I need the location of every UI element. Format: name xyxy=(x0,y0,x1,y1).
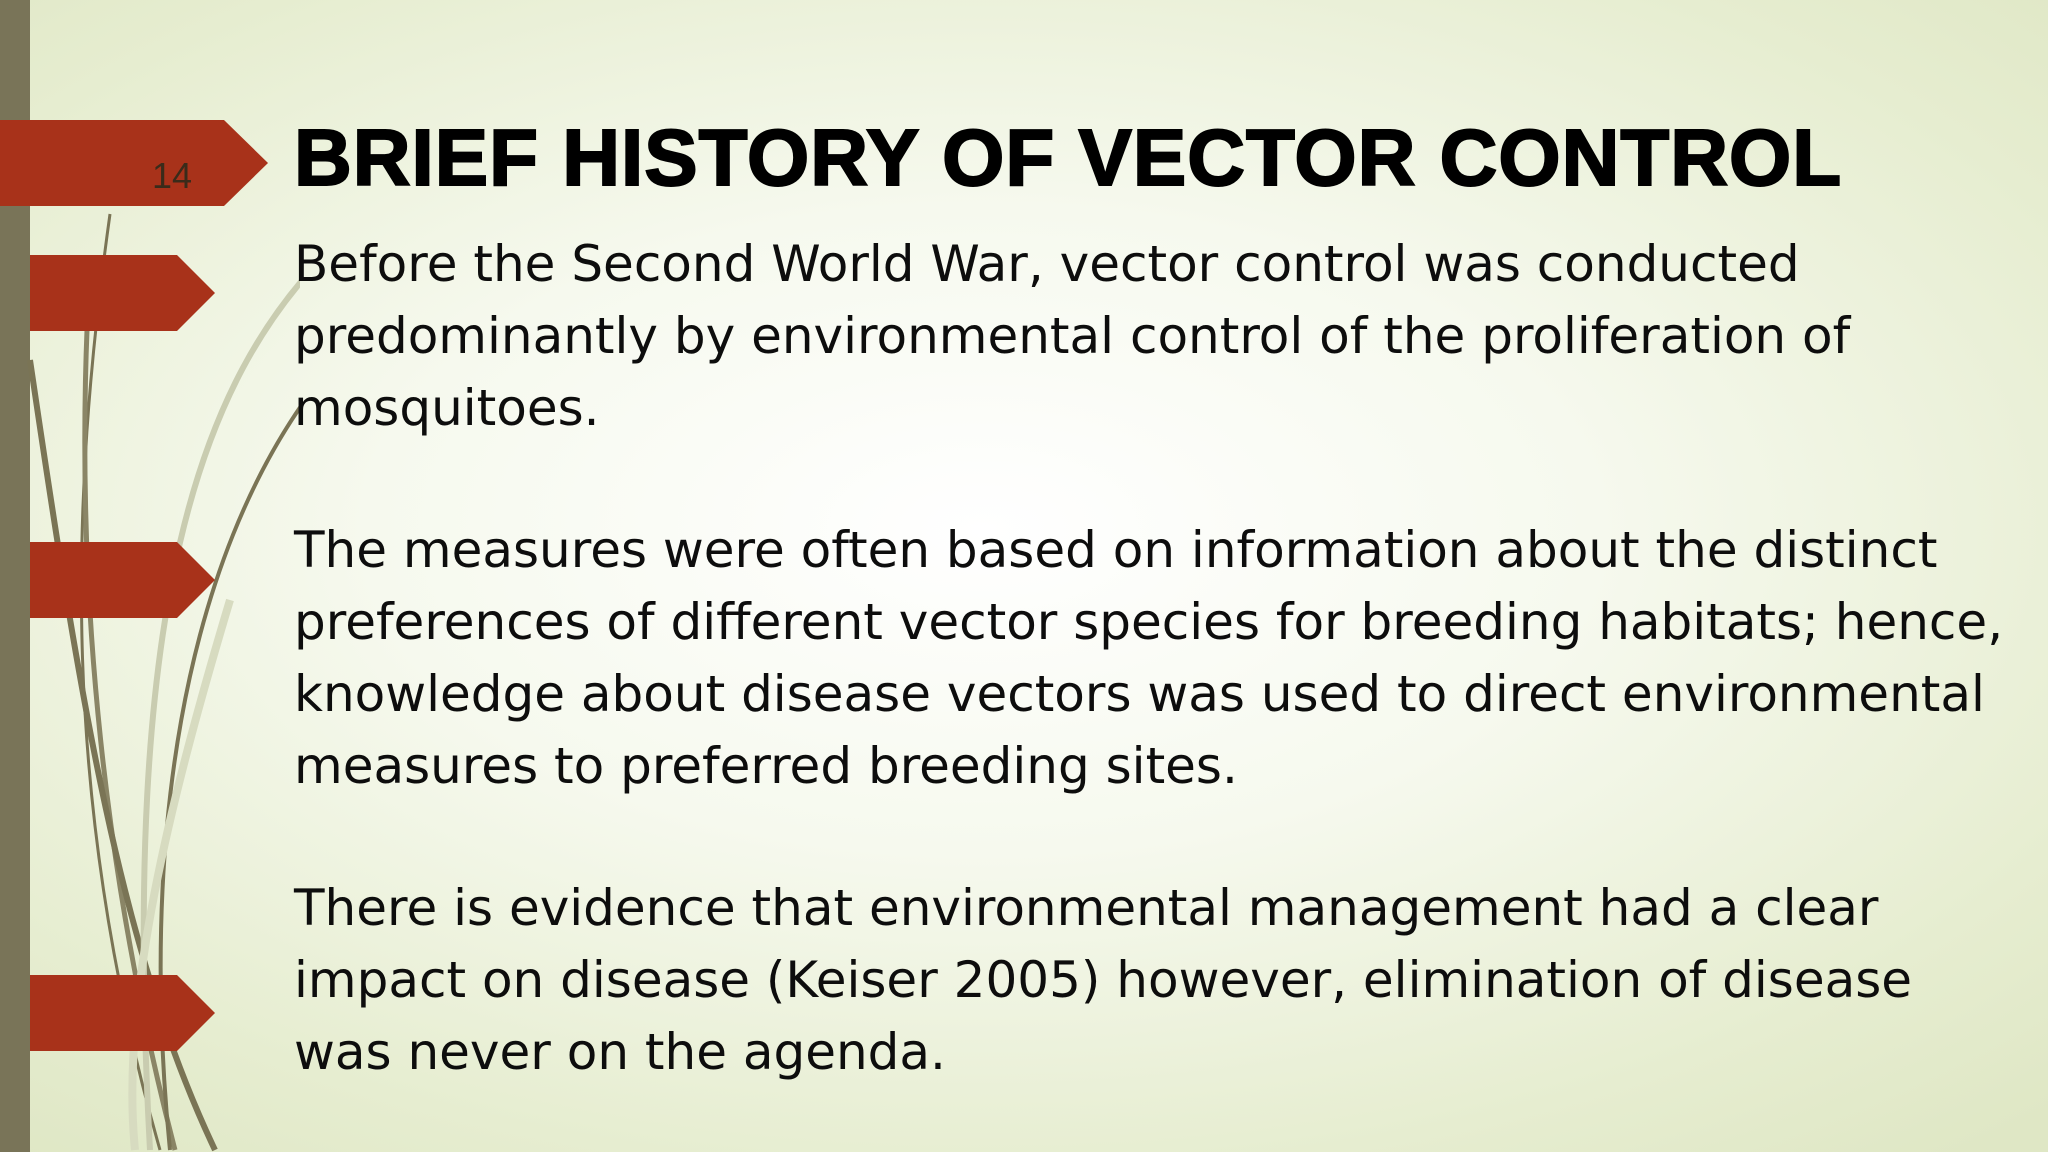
slide-title: BRIEF HISTORY OF VECTOR CONTROL xyxy=(294,113,1843,202)
decorative-tab-2 xyxy=(30,542,220,618)
slide-number-tab xyxy=(0,120,270,206)
paragraph-1: Before the Second World War, vector control was conducted predominantly by environmental control of the proliferation of mosquitoes. xyxy=(294,235,1851,437)
slide-number: 14 xyxy=(152,155,193,196)
paragraph-2: The measures were often based on information about the distinct preferences of different vector species for breeding habitats; hence, knowledge about disease vectors was used to direct environmental measures to preferred breeding sites. xyxy=(294,521,2004,795)
slide-body xyxy=(294,228,2024,1152)
decorative-tab-3 xyxy=(30,975,220,1051)
decorative-tab-1 xyxy=(30,255,220,331)
paragraph-3: There is evidence that environmental management had a clear impact on disease (Keiser 2005) however, elimination of disease was never on the agenda. xyxy=(294,879,1913,1081)
